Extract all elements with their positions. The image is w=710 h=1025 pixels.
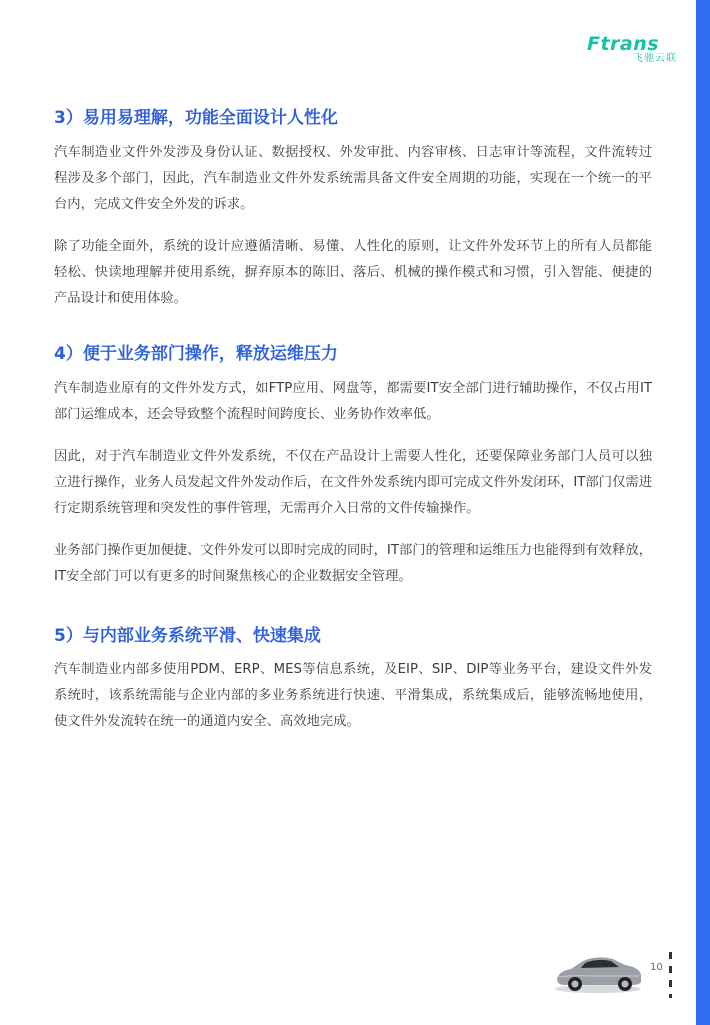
brand-subname: 飞驰云联 bbox=[633, 53, 677, 64]
side-accent-bar bbox=[696, 0, 710, 1025]
paragraph: 除了功能全面外，系统的设计应遵循清晰、易懂、人性化的原则，让文件外发环节上的所有人员都能轻松、快读地理解并使用系统，摒弃原本的陈旧、落后、机械的操作模式和习惯，引入智能、便捷的产品设计和使用体验。 bbox=[54, 239, 652, 306]
brand-name: Ftrans bbox=[587, 33, 660, 55]
car-icon bbox=[553, 949, 643, 995]
page-marker-dash bbox=[669, 966, 672, 973]
page-marker-dash bbox=[669, 994, 672, 998]
section-heading-5: 5）与内部业务系统平滑、快速集成 bbox=[54, 626, 321, 646]
section-heading-3: 3）易用易理解，功能全面设计人性化 bbox=[54, 108, 338, 128]
page-marker-dash bbox=[669, 952, 672, 959]
paragraph: 因此，对于汽车制造业文件外发系统，不仅在产品设计上需要人性化，还要保障业务部门人员可以独立进行操作，业务人员发起文件外发动作后，在文件外发系统内即可完成文件外发闭环，IT部门仅需进行定期系统管理和突发性的事件管理，无需再介入日常的文件传输操作。 bbox=[54, 449, 652, 516]
paragraph: 汽车制造业文件外发涉及身份认证、数据授权、外发审批、内容审核、日志审计等流程，文件流转过程涉及多个部门，因此，汽车制造业文件外发系统需具备文件安全周期的功能，实现在一个统一的平台内，完成文件安全外发的诉求。 bbox=[54, 145, 652, 212]
section-heading-4: 4）便于业务部门操作，释放运维压力 bbox=[54, 344, 338, 364]
paragraph: 业务部门操作更加便捷、文件外发可以即时完成的同时，IT部门的管理和运维压力也能得到有效释放，IT安全部门可以有更多的时间聚焦核心的企业数据安全管理。 bbox=[54, 543, 652, 584]
page-marker-dash bbox=[669, 980, 672, 987]
paragraph: 汽车制造业内部多使用PDM、ERP、MES等信息系统，及EIP、SIP、DIP等业务平台，建设文件外发系统时，该系统需能与企业内部的多业务系统进行快速、平滑集成，系统集成后，能够流畅地使用，使文件外发流转在统一的通道内安全、高效地完成。 bbox=[54, 662, 652, 729]
brand-logo bbox=[587, 34, 683, 66]
paragraph: 汽车制造业原有的文件外发方式，如FTP应用、网盘等，都需要IT安全部门进行辅助操作，不仅占用IT部门运维成本，还会导致整个流程时间跨度长、业务协作效率低。 bbox=[54, 381, 652, 422]
page-number: 10 bbox=[650, 962, 663, 973]
